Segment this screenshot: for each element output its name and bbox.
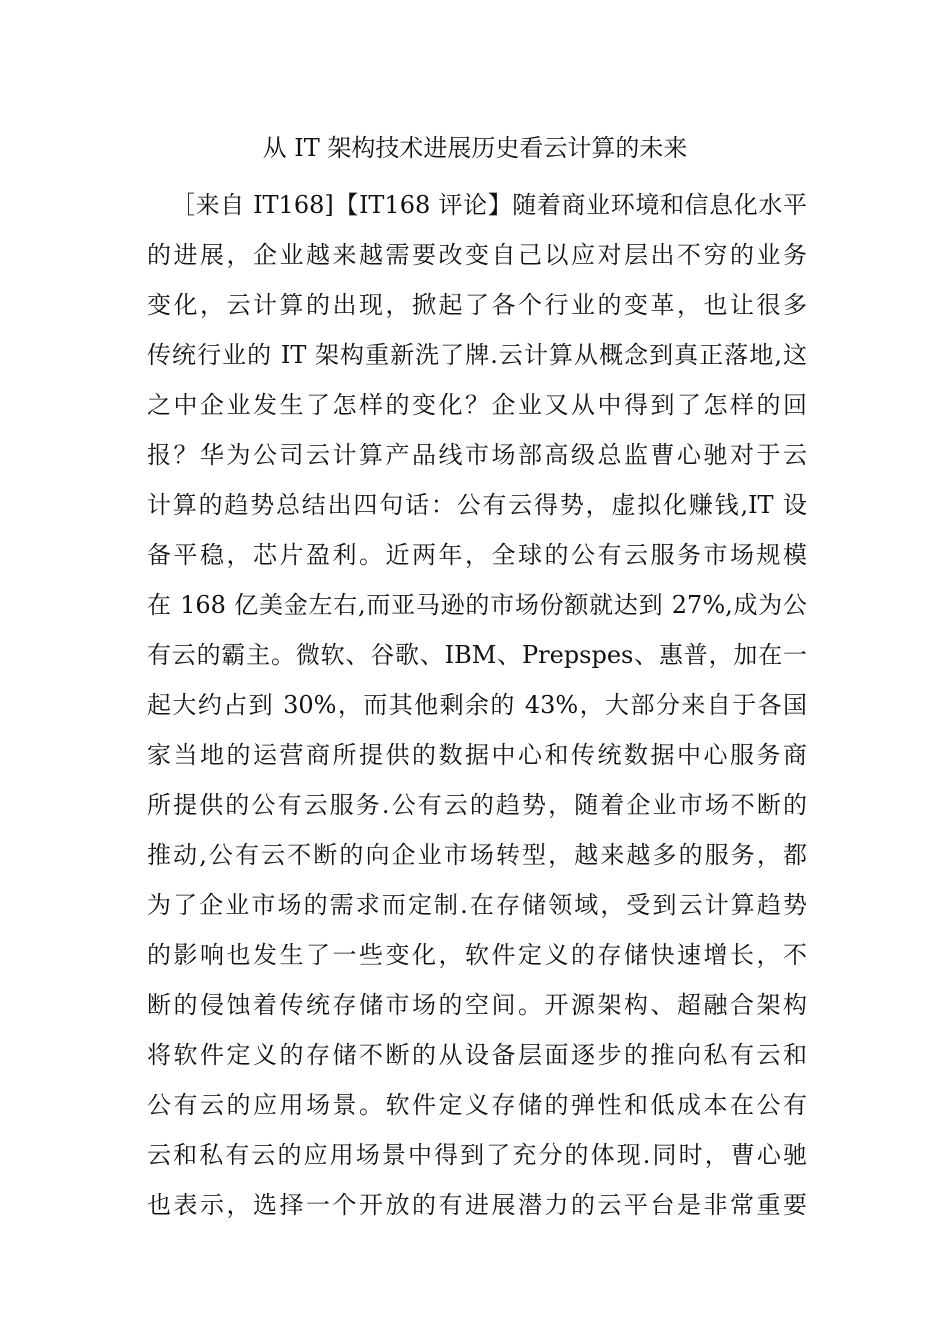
body-line: 变化，云计算的出现，掀起了各个行业的变革，也让很多 [147,291,807,319]
body-line: 推动,公有云不断的向企业市场转型，越来越多的服务，都 [147,841,807,869]
body-line: 的影响也发生了一些变化，软件定义的存储快速增长，不 [147,941,807,969]
body-line: 所提供的公有云服务.公有云的趋势，随着企业市场不断的 [147,791,807,819]
body-line: 传统行业的 IT 架构重新洗了牌.云计算从概念到真正落地,这 [147,341,807,369]
body-line: 断的侵蚀着传统存储市场的空间。开源架构、超融合架构 [147,991,807,1019]
body-line: 也表示，选择一个开放的有进展潜力的云平台是非常重要 [147,1191,807,1219]
body-line: 家当地的运营商所提供的数据中心和传统数据中心服务商 [147,741,807,769]
body-line: 为了企业市场的需求而定制.在存储领域，受到云计算趋势 [147,891,807,919]
body-line: 起大约占到 30%，而其他剩余的 43%，大部分来自于各国 [147,691,807,719]
body-line: 公有云的应用场景。软件定义存储的弹性和低成本在公有 [147,1091,807,1119]
body-line: 计算的趋势总结出四句话：公有云得势，虚拟化赚钱,IT 设 [147,491,807,519]
body-line: 备平稳，芯片盈利。近两年，全球的公有云服务市场规模 [147,541,807,569]
body-line: 的进展，企业越来越需要改变自己以应对层出不穷的业务 [147,241,807,269]
article-body [147,180,807,1230]
body-line: ［来自 IT168]【IT168 评论】随着商业环境和信息化水平 [171,191,807,219]
body-line: 报？华为公司云计算产品线市场部高级总监曹心驰对于云 [147,441,807,469]
body-line: 将软件定义的存储不断的从设备层面逐步的推向私有云和 [147,1041,807,1069]
body-line: 之中企业发生了怎样的变化？企业又从中得到了怎样的回 [147,391,807,419]
body-line: 有云的霸主。微软、谷歌、IBM、Prepspes、惠普，加在一 [147,641,807,669]
body-line: 云和私有云的应用场景中得到了充分的体现.同时，曹心驰 [147,1141,807,1169]
document-title: 从 IT 架构技术进展历史看云计算的未来 [262,134,688,162]
body-line: 在 168 亿美金左右,而亚马逊的市场份额就达到 27%,成为公 [147,591,807,619]
